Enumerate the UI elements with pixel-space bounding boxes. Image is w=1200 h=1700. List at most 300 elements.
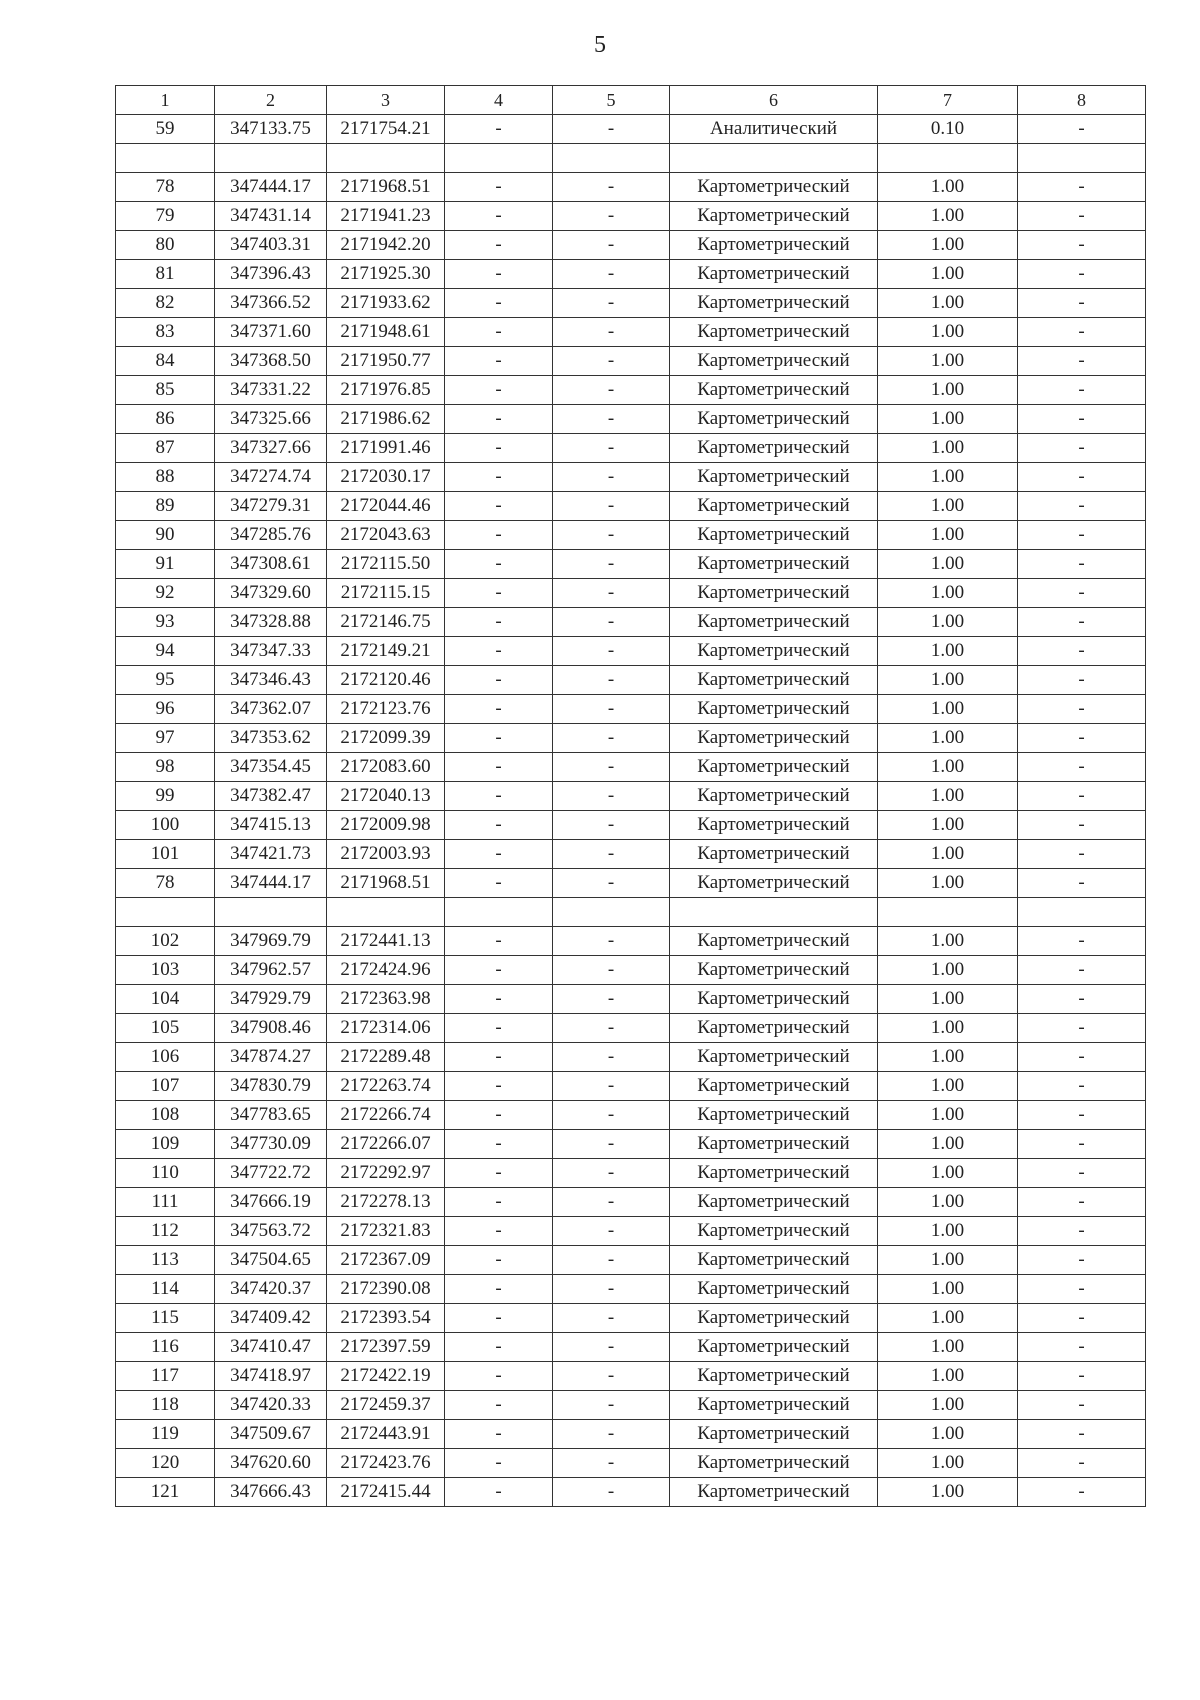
cell-point-number: 98 <box>116 753 215 782</box>
cell-col-8: - <box>1018 289 1146 318</box>
cell-point-number: 96 <box>116 695 215 724</box>
cell-accuracy: 1.00 <box>878 231 1018 260</box>
table-row <box>116 202 1146 231</box>
cell-coord-y: 2172146.75 <box>327 608 445 637</box>
cell-accuracy: 1.00 <box>878 927 1018 956</box>
table-row <box>116 1391 1146 1420</box>
cell-accuracy: 1.00 <box>878 260 1018 289</box>
cell-col-4: - <box>445 1391 553 1420</box>
cell-col-8: - <box>1018 1246 1146 1275</box>
cell-method: Картометрический <box>670 173 878 202</box>
cell-col-4: - <box>445 753 553 782</box>
cell-col-4: - <box>445 1072 553 1101</box>
cell-col-4: - <box>445 1043 553 1072</box>
cell-col-4: - <box>445 811 553 840</box>
cell-col-8: - <box>1018 956 1146 985</box>
table-row <box>116 376 1146 405</box>
cell-col-8: - <box>1018 782 1146 811</box>
cell-col-5: - <box>553 782 670 811</box>
table-row <box>116 1304 1146 1333</box>
cell-col-5: - <box>553 695 670 724</box>
cell-col-4: - <box>445 840 553 869</box>
cell-col-5: - <box>553 173 670 202</box>
cell-col-8: - <box>1018 318 1146 347</box>
table-row <box>116 956 1146 985</box>
cell-col-4 <box>445 144 553 173</box>
cell-method: Картометрический <box>670 985 878 1014</box>
cell-accuracy: 1.00 <box>878 579 1018 608</box>
cell-col-8: - <box>1018 637 1146 666</box>
cell-col-5: - <box>553 376 670 405</box>
cell-col-8 <box>1018 144 1146 173</box>
cell-coord-y: 2172099.39 <box>327 724 445 753</box>
cell-point-number: 97 <box>116 724 215 753</box>
cell-coord-y: 2172390.08 <box>327 1275 445 1304</box>
header-cell-3: 3 <box>327 86 445 115</box>
cell-coord-y: 2171991.46 <box>327 434 445 463</box>
table-row <box>116 1478 1146 1507</box>
cell-col-5: - <box>553 927 670 956</box>
table-row <box>116 173 1146 202</box>
cell-coord-x: 347329.60 <box>215 579 327 608</box>
cell-method: Картометрический <box>670 202 878 231</box>
cell-col-4: - <box>445 666 553 695</box>
cell-col-4: - <box>445 1449 553 1478</box>
cell-coord-x: 347331.22 <box>215 376 327 405</box>
cell-col-8: - <box>1018 1159 1146 1188</box>
cell-coord-x: 347285.76 <box>215 521 327 550</box>
cell-coord-y: 2172009.98 <box>327 811 445 840</box>
cell-col-8: - <box>1018 811 1146 840</box>
cell-col-5: - <box>553 1188 670 1217</box>
cell-method: Картометрический <box>670 1333 878 1362</box>
cell-col-4: - <box>445 1188 553 1217</box>
table-body <box>116 86 1146 1507</box>
cell-method: Картометрический <box>670 1043 878 1072</box>
cell-coord-x: 347444.17 <box>215 869 327 898</box>
cell-col-5: - <box>553 1449 670 1478</box>
cell-coord-x: 347403.31 <box>215 231 327 260</box>
cell-point-number: 80 <box>116 231 215 260</box>
cell-coord-y: 2172266.74 <box>327 1101 445 1130</box>
cell-accuracy: 1.00 <box>878 1246 1018 1275</box>
cell-col-8: - <box>1018 1130 1146 1159</box>
cell-coord-x: 347962.57 <box>215 956 327 985</box>
table-row <box>116 260 1146 289</box>
cell-coord-x: 347382.47 <box>215 782 327 811</box>
cell-method: Картометрический <box>670 521 878 550</box>
cell-coord-y: 2172030.17 <box>327 463 445 492</box>
cell-accuracy: 1.00 <box>878 608 1018 637</box>
cell-coord-x: 347620.60 <box>215 1449 327 1478</box>
table-row <box>116 1246 1146 1275</box>
cell-col-4: - <box>445 318 553 347</box>
cell-coord-y: 2172443.91 <box>327 1420 445 1449</box>
cell-accuracy: 1.00 <box>878 637 1018 666</box>
cell-coord-y: 2172266.07 <box>327 1130 445 1159</box>
cell-col-4: - <box>445 724 553 753</box>
cell-col-8: - <box>1018 1101 1146 1130</box>
cell-method: Картометрический <box>670 1130 878 1159</box>
cell-point-number: 90 <box>116 521 215 550</box>
cell-coord-x: 347371.60 <box>215 318 327 347</box>
cell-point-number: 93 <box>116 608 215 637</box>
cell-col-4: - <box>445 521 553 550</box>
cell-accuracy: 1.00 <box>878 1072 1018 1101</box>
cell-accuracy: 1.00 <box>878 1043 1018 1072</box>
cell-point-number: 84 <box>116 347 215 376</box>
table-row <box>116 550 1146 579</box>
cell-col-4: - <box>445 985 553 1014</box>
cell-coord-y: 2172292.97 <box>327 1159 445 1188</box>
cell-accuracy: 1.00 <box>878 347 1018 376</box>
cell-coord-x: 347415.13 <box>215 811 327 840</box>
cell-coord-x: 347666.43 <box>215 1478 327 1507</box>
cell-coord-y: 2172263.74 <box>327 1072 445 1101</box>
cell-method: Картометрический <box>670 1246 878 1275</box>
cell-point-number: 78 <box>116 173 215 202</box>
cell-col-4: - <box>445 695 553 724</box>
cell-method: Картометрический <box>670 869 878 898</box>
cell-accuracy: 1.00 <box>878 173 1018 202</box>
cell-col-4: - <box>445 1362 553 1391</box>
cell-coord-y: 2172441.13 <box>327 927 445 956</box>
cell-col-8: - <box>1018 608 1146 637</box>
cell-col-5: - <box>553 318 670 347</box>
cell-point-number: 121 <box>116 1478 215 1507</box>
header-cell-2: 2 <box>215 86 327 115</box>
cell-accuracy: 1.00 <box>878 434 1018 463</box>
cell-coord-y: 2172415.44 <box>327 1478 445 1507</box>
table-row <box>116 1188 1146 1217</box>
cell-col-8: - <box>1018 115 1146 144</box>
cell-coord-x: 347279.31 <box>215 492 327 521</box>
cell-accuracy: 1.00 <box>878 1391 1018 1420</box>
cell-col-8: - <box>1018 202 1146 231</box>
cell-col-4: - <box>445 1217 553 1246</box>
table-row <box>116 434 1146 463</box>
cell-accuracy: 1.00 <box>878 521 1018 550</box>
cell-coord-y: 2172278.13 <box>327 1188 445 1217</box>
cell-col-5: - <box>553 1072 670 1101</box>
cell-coord-y: 2172083.60 <box>327 753 445 782</box>
cell-point-number: 108 <box>116 1101 215 1130</box>
page-number: 5 <box>594 32 606 58</box>
cell-coord-y: 2172397.59 <box>327 1333 445 1362</box>
cell-coord-y: 2171948.61 <box>327 318 445 347</box>
cell-method: Картометрический <box>670 1188 878 1217</box>
cell-col-5: - <box>553 289 670 318</box>
cell-method: Аналитический <box>670 115 878 144</box>
cell-col-8: - <box>1018 463 1146 492</box>
cell-method: Картометрический <box>670 724 878 753</box>
cell-col-4: - <box>445 347 553 376</box>
table-row <box>116 1130 1146 1159</box>
cell-method: Картометрический <box>670 1304 878 1333</box>
cell-method: Картометрический <box>670 608 878 637</box>
cell-accuracy: 1.00 <box>878 1333 1018 1362</box>
cell-coord-x: 347504.65 <box>215 1246 327 1275</box>
cell-col-8: - <box>1018 927 1146 956</box>
cell-col-5: - <box>553 1014 670 1043</box>
cell-coord-x <box>215 144 327 173</box>
cell-coord-y: 2172393.54 <box>327 1304 445 1333</box>
cell-col-5: - <box>553 202 670 231</box>
table-row <box>116 811 1146 840</box>
table-row <box>116 1217 1146 1246</box>
cell-col-4: - <box>445 260 553 289</box>
cell-col-4: - <box>445 1101 553 1130</box>
cell-accuracy <box>878 144 1018 173</box>
cell-accuracy: 1.00 <box>878 376 1018 405</box>
cell-coord-y: 2172149.21 <box>327 637 445 666</box>
cell-col-4: - <box>445 1159 553 1188</box>
table-row <box>116 521 1146 550</box>
cell-point-number: 106 <box>116 1043 215 1072</box>
cell-coord-y: 2172314.06 <box>327 1014 445 1043</box>
cell-col-8: - <box>1018 985 1146 1014</box>
cell-col-8: - <box>1018 840 1146 869</box>
table-row <box>116 869 1146 898</box>
cell-coord-y: 2172321.83 <box>327 1217 445 1246</box>
cell-col-5: - <box>553 492 670 521</box>
cell-col-5: - <box>553 434 670 463</box>
table-row <box>116 289 1146 318</box>
cell-accuracy: 1.00 <box>878 840 1018 869</box>
cell-accuracy: 1.00 <box>878 1449 1018 1478</box>
cell-col-4: - <box>445 550 553 579</box>
table-row <box>116 463 1146 492</box>
cell-accuracy: 1.00 <box>878 782 1018 811</box>
cell-coord-x: 347420.33 <box>215 1391 327 1420</box>
cell-col-5: - <box>553 347 670 376</box>
table-row <box>116 1275 1146 1304</box>
table-row <box>116 144 1146 173</box>
cell-coord-x: 347362.07 <box>215 695 327 724</box>
cell-col-8: - <box>1018 434 1146 463</box>
cell-point-number: 110 <box>116 1159 215 1188</box>
cell-point-number: 112 <box>116 1217 215 1246</box>
cell-col-5: - <box>553 637 670 666</box>
cell-point-number: 114 <box>116 1275 215 1304</box>
table-row <box>116 898 1146 927</box>
cell-col-4: - <box>445 492 553 521</box>
cell-coord-y: 2171976.85 <box>327 376 445 405</box>
cell-method: Картометрический <box>670 1449 878 1478</box>
header-cell-6: 6 <box>670 86 878 115</box>
cell-point-number <box>116 898 215 927</box>
cell-col-8: - <box>1018 1333 1146 1362</box>
cell-coord-x: 347368.50 <box>215 347 327 376</box>
cell-coord-y: 2172459.37 <box>327 1391 445 1420</box>
cell-col-5 <box>553 898 670 927</box>
cell-col-5: - <box>553 1304 670 1333</box>
cell-col-8: - <box>1018 1072 1146 1101</box>
cell-col-8: - <box>1018 579 1146 608</box>
cell-method: Картометрический <box>670 1391 878 1420</box>
cell-method: Картометрический <box>670 1275 878 1304</box>
cell-coord-y: 2172040.13 <box>327 782 445 811</box>
header-cell-1: 1 <box>116 86 215 115</box>
cell-col-4: - <box>445 434 553 463</box>
cell-col-4: - <box>445 608 553 637</box>
cell-col-8: - <box>1018 405 1146 434</box>
cell-col-5: - <box>553 463 670 492</box>
cell-method: Картометрический <box>670 811 878 840</box>
cell-col-8: - <box>1018 1391 1146 1420</box>
cell-coord-y: 2171950.77 <box>327 347 445 376</box>
cell-coord-x: 347366.52 <box>215 289 327 318</box>
cell-col-5: - <box>553 260 670 289</box>
cell-point-number: 115 <box>116 1304 215 1333</box>
cell-col-5: - <box>553 1478 670 1507</box>
cell-point-number: 120 <box>116 1449 215 1478</box>
cell-accuracy: 1.00 <box>878 985 1018 1014</box>
cell-col-4: - <box>445 405 553 434</box>
cell-coord-y: 2171754.21 <box>327 115 445 144</box>
cell-method: Картометрический <box>670 463 878 492</box>
table-row <box>116 637 1146 666</box>
cell-accuracy: 1.00 <box>878 1275 1018 1304</box>
cell-col-4: - <box>445 1478 553 1507</box>
cell-coord-x: 347929.79 <box>215 985 327 1014</box>
cell-col-8: - <box>1018 695 1146 724</box>
cell-point-number: 113 <box>116 1246 215 1275</box>
cell-col-8: - <box>1018 1362 1146 1391</box>
table-row <box>116 1072 1146 1101</box>
cell-accuracy: 1.00 <box>878 956 1018 985</box>
cell-point-number: 102 <box>116 927 215 956</box>
cell-coord-y: 2172120.46 <box>327 666 445 695</box>
cell-col-5: - <box>553 405 670 434</box>
table-row <box>116 608 1146 637</box>
cell-col-5: - <box>553 550 670 579</box>
cell-col-5: - <box>553 521 670 550</box>
cell-col-8: - <box>1018 666 1146 695</box>
cell-col-5: - <box>553 1159 670 1188</box>
cell-accuracy: 1.00 <box>878 1101 1018 1130</box>
cell-point-number: 105 <box>116 1014 215 1043</box>
cell-col-8: - <box>1018 1478 1146 1507</box>
cell-col-4: - <box>445 289 553 318</box>
table-row <box>116 927 1146 956</box>
cell-col-8: - <box>1018 1304 1146 1333</box>
header-cell-8: 8 <box>1018 86 1146 115</box>
cell-col-5: - <box>553 1362 670 1391</box>
cell-coord-x: 347431.14 <box>215 202 327 231</box>
cell-coord-y <box>327 144 445 173</box>
cell-coord-x: 347969.79 <box>215 927 327 956</box>
cell-accuracy: 1.00 <box>878 550 1018 579</box>
cell-col-4: - <box>445 1130 553 1159</box>
cell-col-4: - <box>445 869 553 898</box>
cell-method: Картометрический <box>670 1159 878 1188</box>
cell-col-4: - <box>445 1246 553 1275</box>
table-row <box>116 695 1146 724</box>
cell-accuracy: 1.00 <box>878 1217 1018 1246</box>
table-row <box>116 1101 1146 1130</box>
cell-col-8: - <box>1018 347 1146 376</box>
table-row <box>116 492 1146 521</box>
cell-coord-y: 2172115.15 <box>327 579 445 608</box>
cell-coord-x: 347418.97 <box>215 1362 327 1391</box>
cell-col-5: - <box>553 753 670 782</box>
cell-accuracy: 1.00 <box>878 724 1018 753</box>
cell-col-5: - <box>553 985 670 1014</box>
cell-coord-x: 347133.75 <box>215 115 327 144</box>
cell-accuracy: 1.00 <box>878 1478 1018 1507</box>
cell-coord-y: 2171968.51 <box>327 173 445 202</box>
cell-method: Картометрический <box>670 1362 878 1391</box>
cell-point-number: 82 <box>116 289 215 318</box>
cell-point-number: 89 <box>116 492 215 521</box>
header-row <box>116 86 1146 115</box>
cell-accuracy: 1.00 <box>878 1159 1018 1188</box>
table-row <box>116 231 1146 260</box>
cell-point-number: 59 <box>116 115 215 144</box>
cell-col-5: - <box>553 1246 670 1275</box>
cell-col-5: - <box>553 579 670 608</box>
cell-method: Картометрический <box>670 666 878 695</box>
table-row <box>116 753 1146 782</box>
cell-point-number: 95 <box>116 666 215 695</box>
cell-method: Картометрический <box>670 405 878 434</box>
cell-coord-y: 2171925.30 <box>327 260 445 289</box>
cell-coord-x: 347908.46 <box>215 1014 327 1043</box>
cell-col-5: - <box>553 666 670 695</box>
cell-col-5: - <box>553 1043 670 1072</box>
cell-coord-x <box>215 898 327 927</box>
table-row <box>116 579 1146 608</box>
cell-method: Картометрический <box>670 347 878 376</box>
cell-coord-x: 347563.72 <box>215 1217 327 1246</box>
table-row <box>116 1333 1146 1362</box>
cell-point-number: 107 <box>116 1072 215 1101</box>
cell-col-5: - <box>553 1275 670 1304</box>
cell-method: Картометрический <box>670 840 878 869</box>
cell-accuracy: 1.00 <box>878 811 1018 840</box>
cell-col-4: - <box>445 231 553 260</box>
cell-coord-x: 347409.42 <box>215 1304 327 1333</box>
cell-accuracy: 1.00 <box>878 1130 1018 1159</box>
cell-coord-y: 2172424.96 <box>327 956 445 985</box>
cell-coord-y <box>327 898 445 927</box>
cell-coord-y: 2172289.48 <box>327 1043 445 1072</box>
cell-coord-y: 2172423.76 <box>327 1449 445 1478</box>
cell-col-5: - <box>553 1333 670 1362</box>
cell-coord-x: 347410.47 <box>215 1333 327 1362</box>
table-row <box>116 1449 1146 1478</box>
cell-accuracy: 1.00 <box>878 492 1018 521</box>
cell-method: Картометрический <box>670 1072 878 1101</box>
cell-method: Картометрический <box>670 376 878 405</box>
header-cell-5: 5 <box>553 86 670 115</box>
cell-col-5 <box>553 144 670 173</box>
table-row <box>116 115 1146 144</box>
cell-coord-y: 2172422.19 <box>327 1362 445 1391</box>
cell-coord-y: 2172003.93 <box>327 840 445 869</box>
cell-col-8: - <box>1018 521 1146 550</box>
cell-col-8 <box>1018 898 1146 927</box>
cell-col-5: - <box>553 840 670 869</box>
table-row <box>116 666 1146 695</box>
cell-col-5: - <box>553 811 670 840</box>
cell-coord-x: 347874.27 <box>215 1043 327 1072</box>
cell-method: Картометрический <box>670 753 878 782</box>
cell-col-8: - <box>1018 550 1146 579</box>
cell-col-5: - <box>553 724 670 753</box>
cell-coord-y: 2172367.09 <box>327 1246 445 1275</box>
